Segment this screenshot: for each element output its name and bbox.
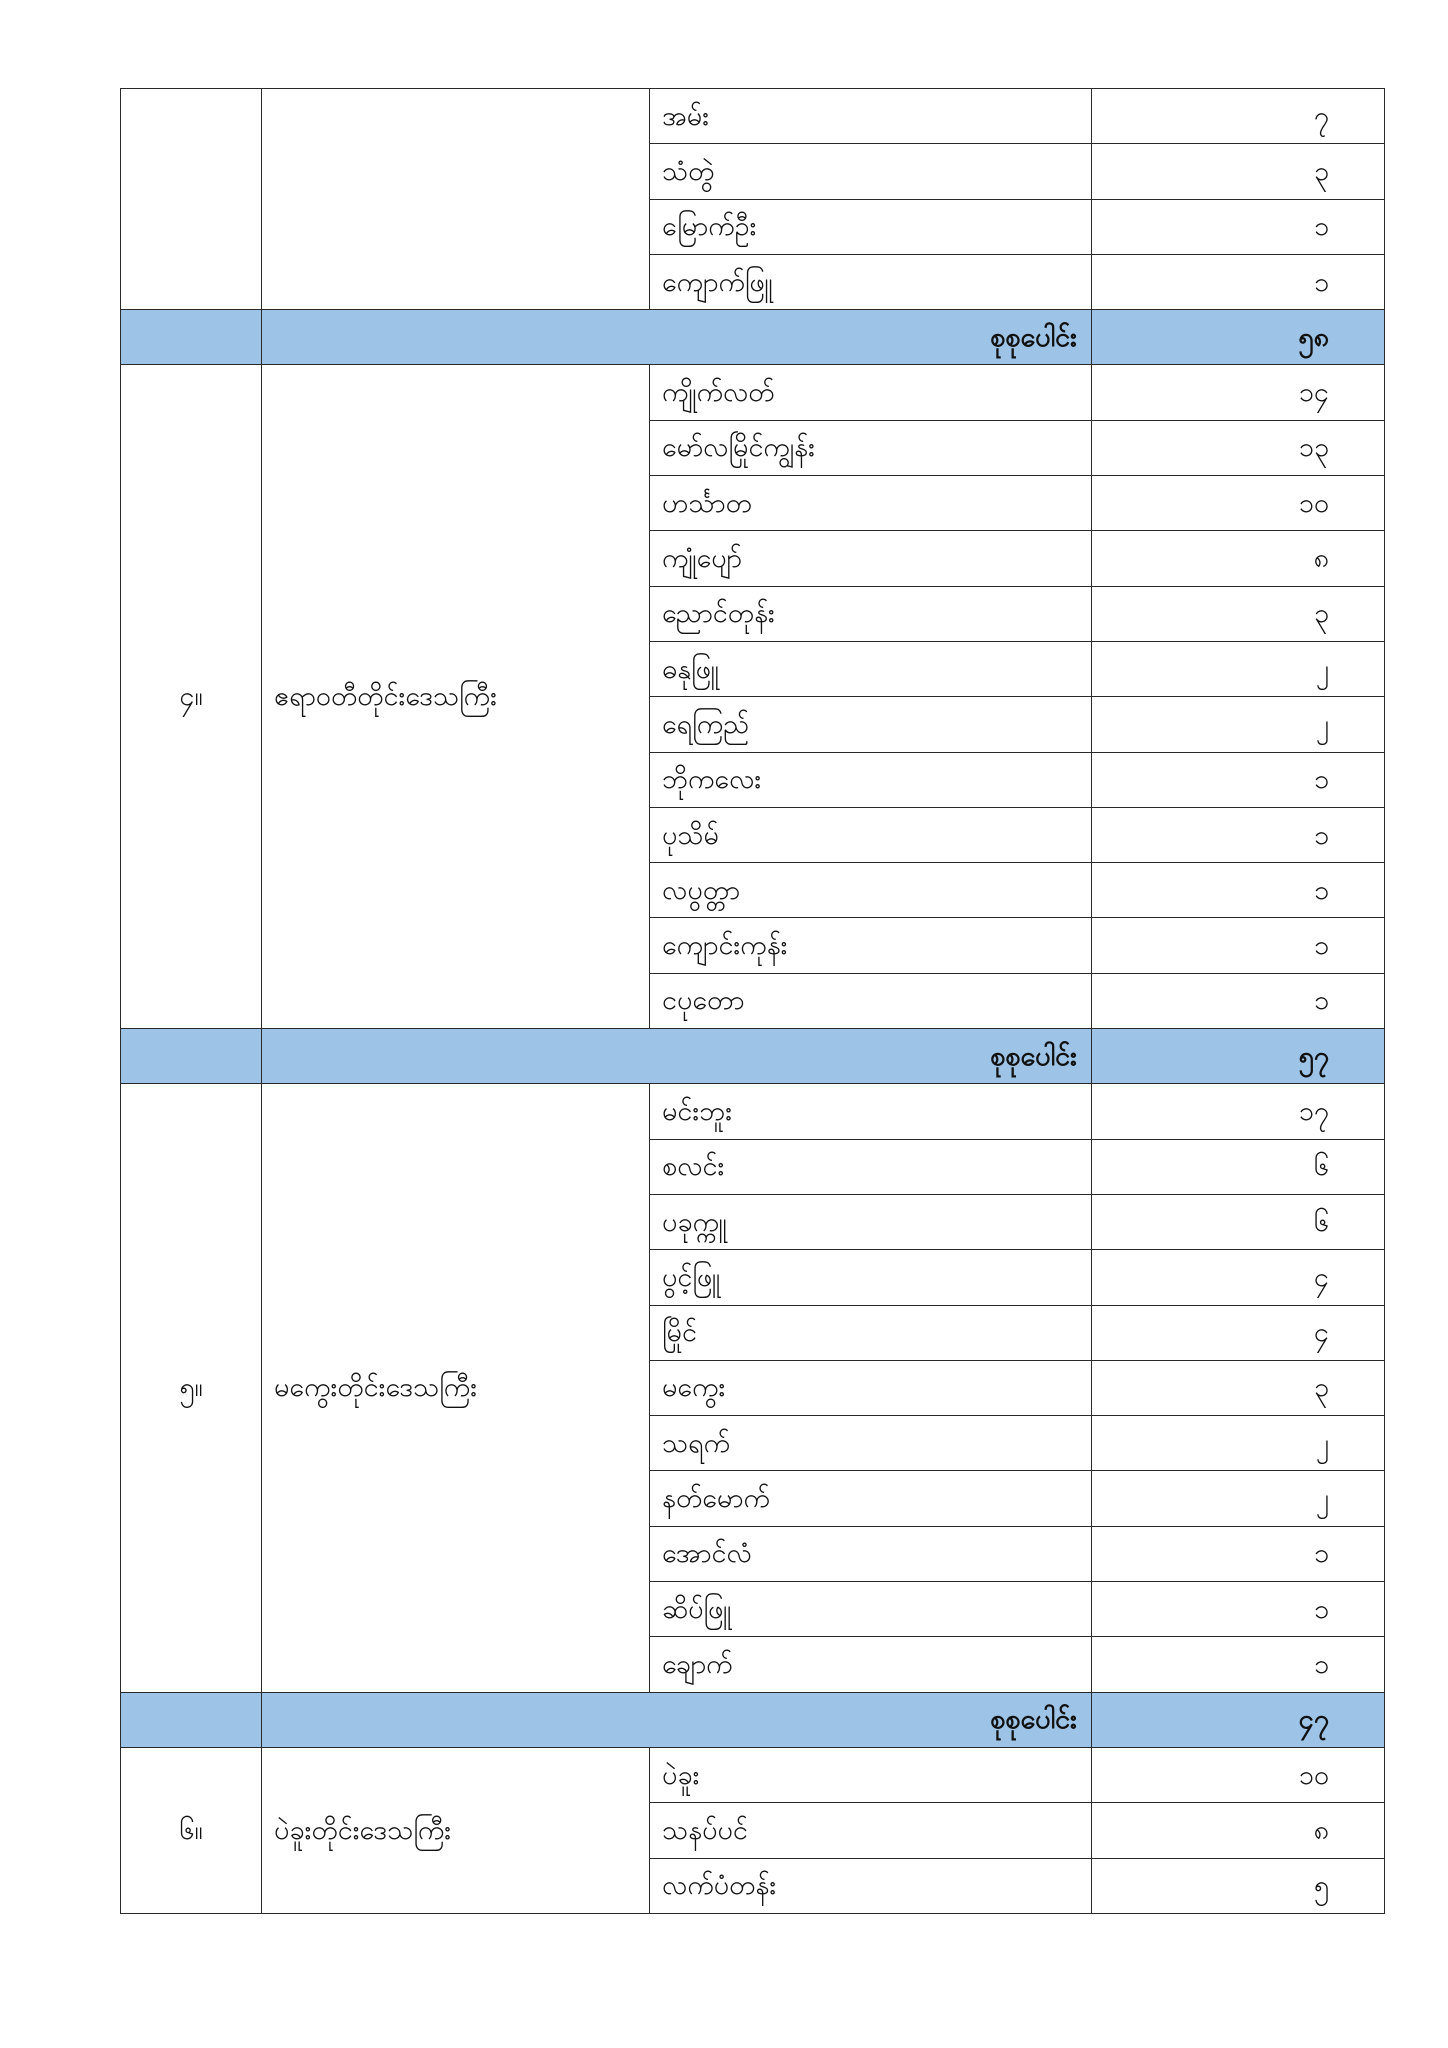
township-cell: မြောက်ဦး (650, 199, 1092, 254)
count-cell: ၁ (1092, 1582, 1385, 1637)
count-cell: ၂ (1092, 1416, 1385, 1471)
table-body (121, 89, 1385, 1914)
township-cell: သရက် (650, 1416, 1092, 1471)
count-cell: ၁ (1092, 752, 1385, 807)
township-cell: ညောင်တုန်း (650, 586, 1092, 641)
row-number-cell (121, 89, 262, 310)
row-number-cell: ၅။ (121, 1084, 262, 1692)
count-cell: ၁ (1092, 973, 1385, 1028)
table-row (121, 1747, 1385, 1802)
township-cell: စလင်း (650, 1139, 1092, 1194)
count-cell: ၂ (1092, 1471, 1385, 1526)
township-cell: ပုသိမ် (650, 807, 1092, 862)
count-cell: ၁ (1092, 918, 1385, 973)
township-cell: ကျုံပျော် (650, 531, 1092, 586)
count-cell: ၃ (1092, 144, 1385, 199)
township-cell: သံတွဲ (650, 144, 1092, 199)
township-cell: ငပုတော (650, 973, 1092, 1028)
count-cell: ၁ (1092, 1526, 1385, 1581)
township-cell: မကွေး (650, 1360, 1092, 1415)
table-row (121, 89, 1385, 144)
table-row (121, 365, 1385, 420)
count-cell: ၈ (1092, 1803, 1385, 1858)
region-cell: မကွေးတိုင်းဒေသကြီး (262, 1084, 650, 1692)
total-row (121, 310, 1385, 365)
township-cell: သနပ်ပင် (650, 1803, 1092, 1858)
township-cell: ပွင့်ဖြူ (650, 1250, 1092, 1305)
count-cell: ၁ (1092, 254, 1385, 309)
township-cell: လပွတ္တာ (650, 863, 1092, 918)
total-label: စုစုပေါင်း (262, 1029, 1092, 1084)
township-cell: ဘိုကလေး (650, 752, 1092, 807)
total-row (121, 1029, 1385, 1084)
region-cell: ပဲခူးတိုင်းဒေသကြီး (262, 1747, 650, 1913)
total-empty-cell (121, 310, 262, 365)
township-cell: ပခုက္ကူ (650, 1194, 1092, 1249)
township-cell: မင်းဘူး (650, 1084, 1092, 1139)
township-cell: ကျောက်ဖြူ (650, 254, 1092, 309)
total-empty-cell (121, 1692, 262, 1747)
total-value: ၄၇ (1092, 1692, 1385, 1747)
count-cell: ၇ (1092, 89, 1385, 144)
table-row (121, 1084, 1385, 1139)
count-cell: ၁၄ (1092, 365, 1385, 420)
count-cell: ၁၀ (1092, 476, 1385, 531)
township-cell: ဆိပ်ဖြူ (650, 1582, 1092, 1637)
count-cell: ၁ (1092, 1637, 1385, 1692)
count-cell: ၈ (1092, 531, 1385, 586)
count-cell: ၁၀ (1092, 1747, 1385, 1802)
count-cell: ၄ (1092, 1250, 1385, 1305)
total-empty-cell (121, 1029, 262, 1084)
township-cell: ဓနုဖြူ (650, 641, 1092, 696)
township-cell: မော်လမြိုင်ကျွန်း (650, 420, 1092, 475)
count-cell: ၂ (1092, 641, 1385, 696)
region-cell: ဧရာဝတီတိုင်းဒေသကြီး (262, 365, 650, 1029)
row-number-cell: ၄။ (121, 365, 262, 1029)
township-cell: အမ်း (650, 89, 1092, 144)
region-cell (262, 89, 650, 310)
count-cell: ၅ (1092, 1858, 1385, 1913)
total-label: စုစုပေါင်း (262, 1692, 1092, 1747)
count-cell: ၃ (1092, 586, 1385, 641)
township-cell: ပဲခူး (650, 1747, 1092, 1802)
township-cell: မြိုင် (650, 1305, 1092, 1360)
count-cell: ၄ (1092, 1305, 1385, 1360)
township-cell: ချောက် (650, 1637, 1092, 1692)
count-cell: ၂ (1092, 697, 1385, 752)
total-value: ၅၈ (1092, 310, 1385, 365)
row-number-cell: ၆။ (121, 1747, 262, 1913)
count-cell: ၆ (1092, 1194, 1385, 1249)
township-cell: ကျောင်းကုန်း (650, 918, 1092, 973)
township-cell: ကျိုက်လတ် (650, 365, 1092, 420)
count-cell: ၁ (1092, 807, 1385, 862)
count-cell: ၁ (1092, 863, 1385, 918)
total-label: စုစုပေါင်း (262, 310, 1092, 365)
count-cell: ၁၃ (1092, 420, 1385, 475)
data-table (120, 88, 1385, 1914)
township-cell: လက်ပံတန်း (650, 1858, 1092, 1913)
township-cell: နတ်မောက် (650, 1471, 1092, 1526)
count-cell: ၆ (1092, 1139, 1385, 1194)
township-cell: ဟင်္သာတ (650, 476, 1092, 531)
count-cell: ၁ (1092, 199, 1385, 254)
count-cell: ၁၇ (1092, 1084, 1385, 1139)
township-cell: ရေကြည် (650, 697, 1092, 752)
total-value: ၅၇ (1092, 1029, 1385, 1084)
count-cell: ၃ (1092, 1360, 1385, 1415)
total-row (121, 1692, 1385, 1747)
township-cell: အောင်လံ (650, 1526, 1092, 1581)
